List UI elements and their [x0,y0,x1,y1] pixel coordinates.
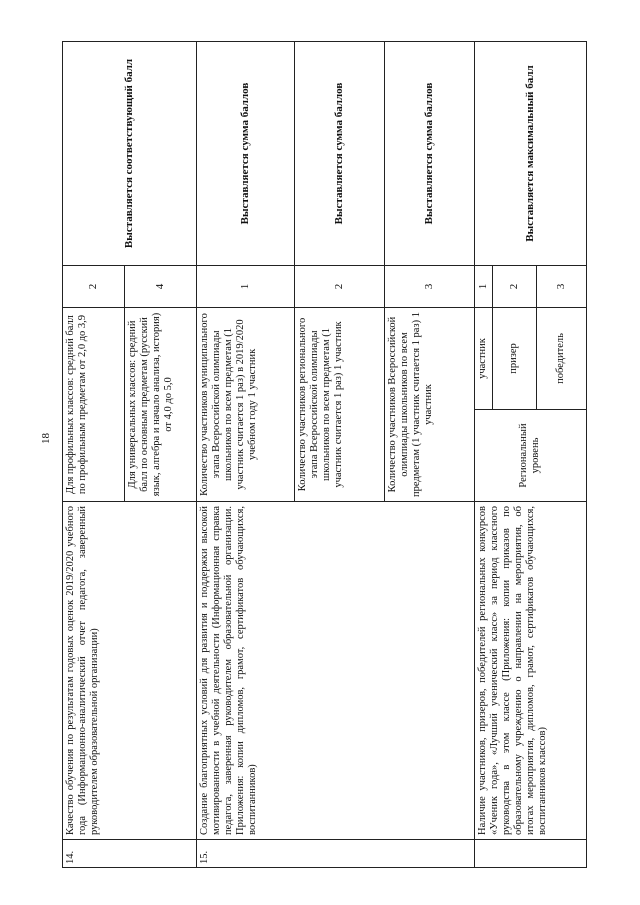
note-14: Выставляется соответствующий балл [63,42,197,266]
criterion-16: Наличие участников, призеров, победителей региональных конкурсов «Ученик года», «Лучший ученический класс» за период классного руководства в этом классе (Приложения: копии приказов по образовательному учреждению о направлении на мероприятия, об итогах мероприятия, дипломов, грамот, сертификатов обучающихся, воспитанников классов) [475,502,587,840]
score-16-winner: 3 [536,266,586,308]
score-15-regional: 2 [295,266,385,308]
page-number: 18 [40,433,52,444]
criteria-table [62,41,587,868]
score-15-all-russian: 3 [385,266,475,308]
rotated-document-sheet [62,42,582,868]
condition-15-all-russian: Количество участников Всероссийской олимпиады школьников по всем предметам (1 участник считается 1 раз) 1 участник [385,308,475,502]
score-14-universal: 4 [125,266,197,308]
note-15-all-russian: Выставляется сумма баллов [385,42,475,266]
note-15-municipal: Выставляется сумма баллов [197,42,295,266]
note-15-regional: Выставляется сумма баллов [295,42,385,266]
table-row-15 [197,42,295,868]
score-15-municipal: 1 [197,266,295,308]
criterion-15: Создание благоприятных условий для развития и поддержки высокой мотивированности в учебной деятельности (Информационная справка педагога, заверенная руководителем образовательной организации. Приложения: копии дипломов, грамот, сертификатов обучающихся, воспитанников) [197,502,475,840]
level-16: Региональный уровень [475,410,587,502]
place-winner: победитель [536,308,586,410]
row-number-16 [475,840,587,868]
criterion-14: Качество обучения по результатам годовых оценок 2019/2020 учебного года (Информационно-аналитический отчет педагога, заверенный руководителем образовательной организации) [63,502,197,840]
condition-14-profile: Для профильных классов: средний балл по профильным предметам от 2,0 до 3,9 [63,308,125,502]
row-number-14: 14. [63,840,197,868]
note-16: Выставляется максимальный балл [475,42,587,266]
score-16-prizewinner: 2 [492,266,536,308]
condition-15-regional: Количество участников регионального этапа Всероссийской олимпиады школьников по всем предметам (1 участник считается 1 раз) 1 участник [295,308,385,502]
place-participant: участник [475,308,493,410]
score-16-participant: 1 [475,266,493,308]
place-prizewinner: призер [492,308,536,410]
score-14-profile: 2 [63,266,125,308]
row-number-15: 15. [197,840,475,868]
condition-15-municipal: Количество участников муниципального этапа Всероссийской олимпиады школьников по всем предметам (1 участник считается 1 раз) в 2019/2020 учебном году 1 участник [197,308,295,502]
table-row-16 [475,42,493,868]
table-row-14 [63,42,125,868]
condition-14-universal: Для универсальных классов: средний балл по основным предметам (русский язык, алгебра и начало анализа, история) от 4,0 до 5,0 [125,308,197,502]
